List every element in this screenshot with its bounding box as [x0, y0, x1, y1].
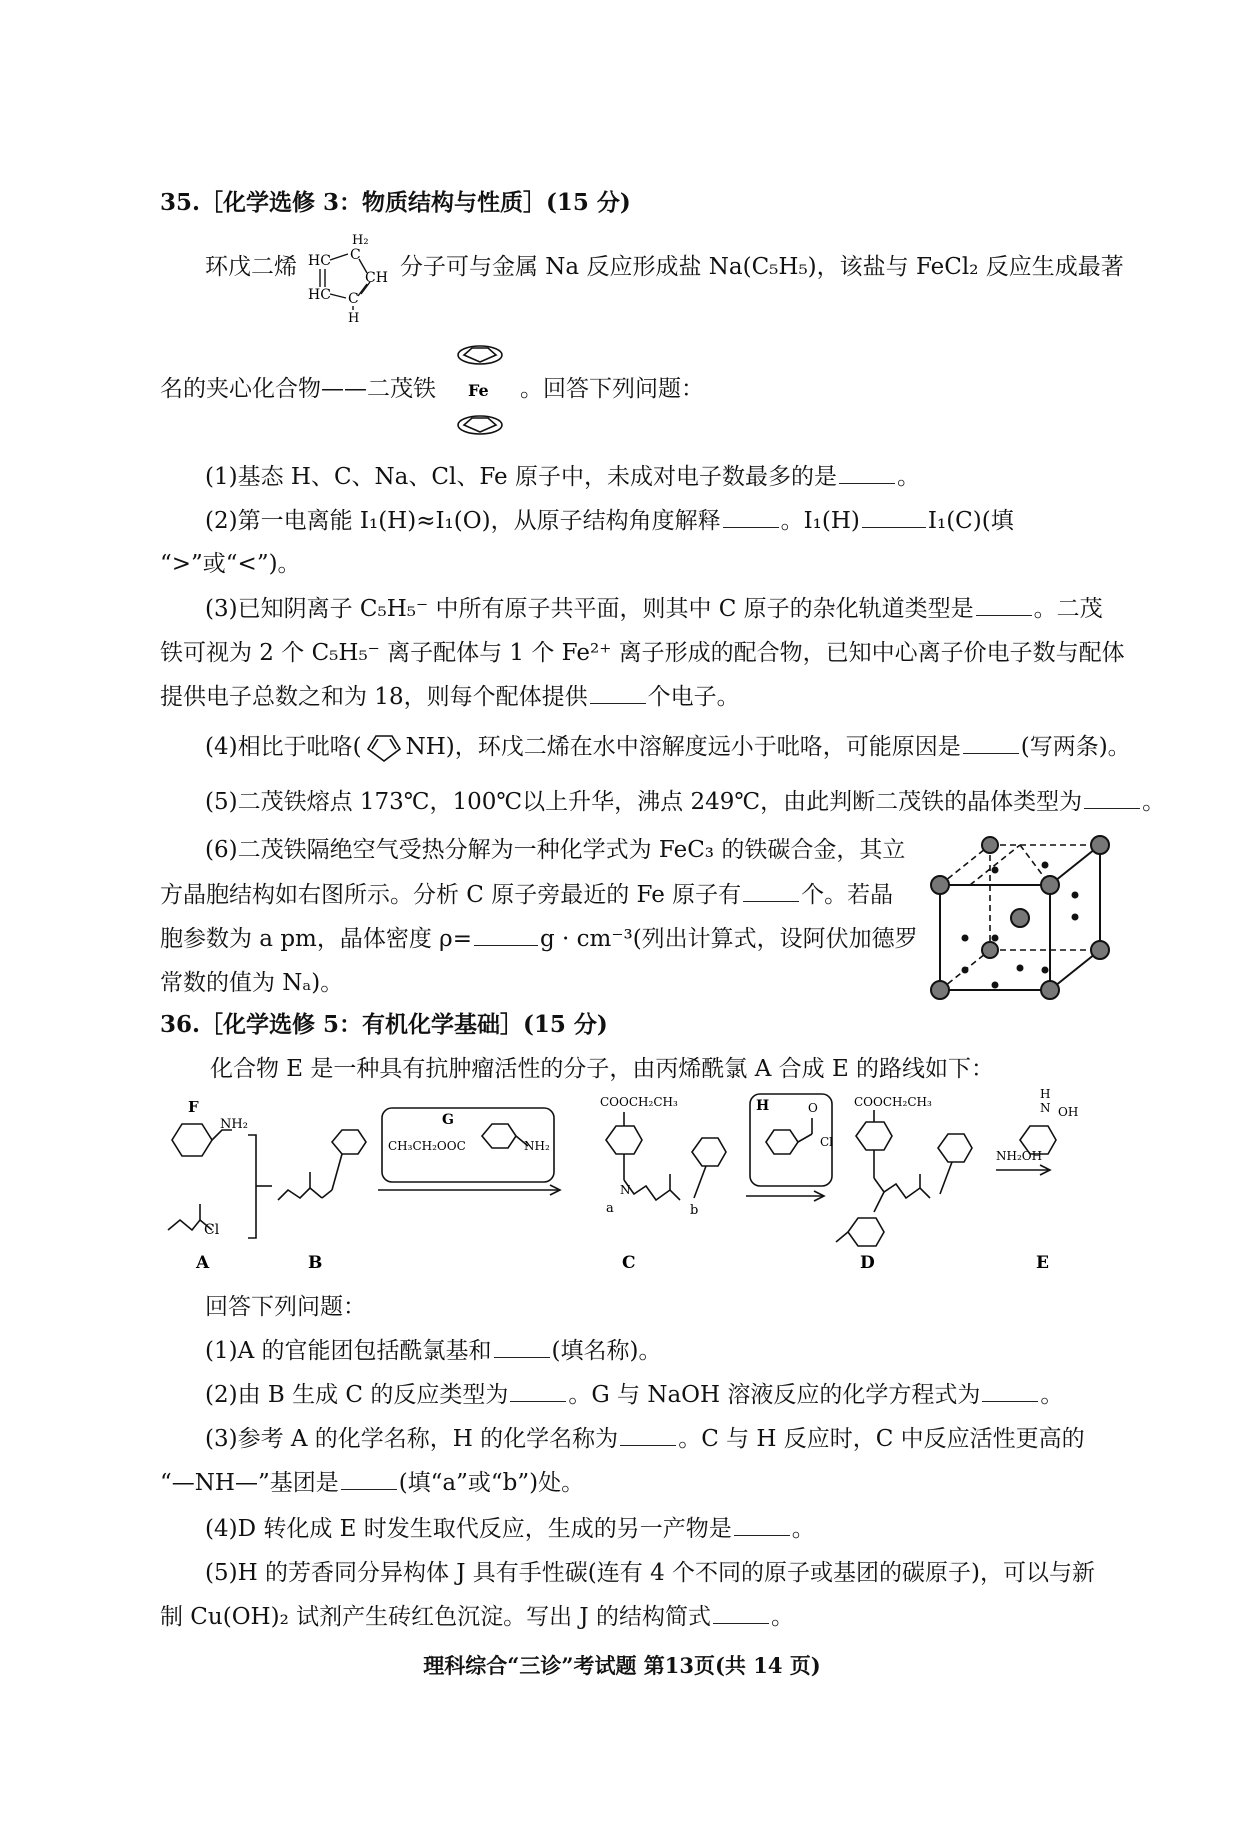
- q36-part1: (1)A 的官能团包括酰氯基和 (填名称)。: [205, 1338, 662, 1364]
- q35-part4: (4)相比于吡咯( NH)，环戊二烯在水中溶解度远小于吡咯，可能原因是 (写两条)。: [205, 730, 1131, 765]
- scheme-label-d: D: [860, 1253, 875, 1273]
- q35-part6-line2: 方晶胞结构如右图所示。分析 C 原子旁最近的 Fe 原子有 个。若晶: [160, 882, 894, 908]
- q35-part6-line1: (6)二茂铁隔绝空气受热分解为一种化学式为 FeC₃ 的铁碳合金，其立: [205, 837, 906, 863]
- scheme-e-h: H: [1040, 1087, 1051, 1101]
- q35-part3-line2: 铁可视为 2 个 C₅H₅⁻ 离子配体与 1 个 Fe²⁺ 离子形成的配合物，已知中心离子价电子数与配体: [160, 640, 1125, 666]
- q36-part2: (2)由 B 生成 C 的反应类型为 。G 与 NaOH 溶液反应的化学方程式为 。: [205, 1382, 1064, 1408]
- cp-hc-top: HC: [308, 253, 331, 269]
- answer-blank[interactable]: [474, 925, 538, 946]
- answer-blank[interactable]: [494, 1337, 550, 1358]
- answer-blank[interactable]: [713, 1603, 769, 1624]
- q35-intro-line1-pre: 环戊二烯: [205, 254, 297, 280]
- q35-intro-line2-post: 。回答下列问题：: [520, 376, 704, 402]
- q36-part3-line1: (3)参考 A 的化学名称，H 的化学名称为 。C 与 H 反应时，C 中反应活性更高的: [205, 1426, 1085, 1452]
- answer-blank[interactable]: [734, 1515, 790, 1536]
- scheme-c-ester: COOCH₂CH₃: [600, 1095, 678, 1109]
- q35-part3-line3: 提供电子总数之和为 18，则每个配体提供 个电子。: [160, 684, 740, 710]
- scheme-g-nh2: NH₂: [524, 1139, 550, 1153]
- scheme-c-nh-a: N: [620, 1183, 631, 1197]
- ferrocene-structure: [450, 340, 510, 440]
- answer-blank[interactable]: [743, 881, 799, 902]
- scheme-g-label: G: [442, 1112, 454, 1128]
- scheme-label-b: B: [308, 1253, 323, 1273]
- q35-part3-line1: (3)已知阴离子 C₅H₅⁻ 中所有原子共平面，则其中 C 原子的杂化轨道类型是 。二茂: [205, 596, 1103, 622]
- q36-intro: 化合物 E 是一种具有抗肿瘤活性的分子，由丙烯酰氯 A 合成 E 的路线如下：: [210, 1056, 995, 1082]
- answer-blank[interactable]: [341, 1469, 397, 1490]
- scheme-c-label-b: b: [690, 1203, 699, 1218]
- q36-ask: 回答下列问题：: [205, 1294, 366, 1320]
- answer-blank[interactable]: [510, 1381, 566, 1402]
- scheme-nh2-a: NH₂: [220, 1117, 248, 1132]
- q35-intro-line1-post: 分子可与金属 Na 反应形成盐 Na(C₅H₅)，该盐与 FeCl₂ 反应生成最著: [400, 254, 1124, 280]
- answer-blank[interactable]: [976, 595, 1032, 616]
- feC3-unit-cell-figure: [930, 830, 1120, 1000]
- scheme-c-label-a: a: [606, 1201, 614, 1216]
- scheme-reagent: NH₂OH: [996, 1149, 1043, 1163]
- q35-part2-line2: “>”或“<”)。: [160, 551, 301, 577]
- scheme-cl-a: Cl: [204, 1222, 220, 1238]
- scheme-e-n: N: [1040, 1101, 1051, 1115]
- ferrocene-fe-label: Fe: [468, 381, 489, 400]
- cp-h-bottom: H: [348, 311, 360, 326]
- q36-part4: (4)D 转化成 E 时发生取代反应，生成的另一产物是 。: [205, 1516, 815, 1542]
- answer-blank[interactable]: [982, 1381, 1038, 1402]
- cp-c-top: C: [350, 247, 361, 263]
- scheme-g-ester: CH₃CH₂OOC: [388, 1139, 466, 1153]
- cp-hc-bottom: HC: [308, 287, 331, 303]
- scheme-label-a: A: [196, 1253, 210, 1273]
- scheme-h-cl: Cl: [820, 1135, 834, 1149]
- answer-blank[interactable]: [590, 683, 646, 704]
- q36-part3-line2: “—NH—”基团是 (填“a”或“b”)处。: [160, 1470, 585, 1496]
- q36-part5-line2: 制 Cu(OH)₂ 试剂产生砖红色沉淀。写出 J 的结构简式 。: [160, 1604, 794, 1630]
- q35-title: 35.［化学选修 3：物质结构与性质］(15 分): [160, 189, 631, 216]
- scheme-e-oh: OH: [1058, 1105, 1079, 1119]
- q36-title: 36.［化学选修 5：有机化学基础］(15 分): [160, 1011, 608, 1038]
- answer-blank[interactable]: [723, 507, 779, 528]
- cp-ch-right: CH: [365, 270, 388, 286]
- pyrrole-ring-icon: [362, 731, 406, 765]
- cp-c-bottom: C: [348, 291, 359, 307]
- scheme-h-o: O: [808, 1101, 818, 1115]
- q35-part5: (5)二茂铁熔点 173℃，100℃以上升华，沸点 249℃，由此判断二茂铁的晶体类型为 。: [205, 789, 1166, 815]
- answer-blank[interactable]: [862, 507, 926, 528]
- cyclopentadiene-structure: [300, 232, 400, 324]
- q35-part6-line3: 胞参数为 a pm，晶体密度 ρ= g · cm⁻³(列出计算式，设阿伏加德罗: [160, 926, 918, 952]
- synthesis-scheme: [160, 1087, 1120, 1280]
- answer-blank[interactable]: [839, 463, 895, 484]
- cp-h2: H₂: [352, 233, 369, 248]
- q35-part1: (1)基态 H、C、Na、Cl、Fe 原子中，未成对电子数最多的是 。: [205, 464, 920, 490]
- q35-part6-line4: 常数的值为 Nₐ)。: [160, 970, 344, 996]
- scheme-h-label: H: [756, 1098, 770, 1114]
- scheme-d-ester: COOCH₂CH₃: [854, 1095, 932, 1109]
- answer-blank[interactable]: [963, 733, 1019, 754]
- scheme-f-label: F: [188, 1098, 199, 1116]
- page-footer: 理科综合“三诊”考试题 第13页(共 14 页): [423, 1653, 821, 1678]
- q35-part2-line1: (2)第一电离能 I₁(H)≈I₁(O)，从原子结构角度解释 。I₁(H) I₁(C)(填: [205, 508, 1014, 534]
- answer-blank[interactable]: [620, 1425, 676, 1446]
- q36-part5-line1: (5)H 的芳香同分异构体 J 具有手性碳(连有 4 个不同的原子或基团的碳原子)，可以与新: [205, 1560, 1095, 1586]
- answer-blank[interactable]: [1084, 788, 1140, 809]
- scheme-label-c: C: [622, 1253, 636, 1273]
- scheme-label-e: E: [1036, 1253, 1049, 1273]
- q35-intro-line2-pre: 名的夹心化合物——二茂铁: [160, 376, 436, 402]
